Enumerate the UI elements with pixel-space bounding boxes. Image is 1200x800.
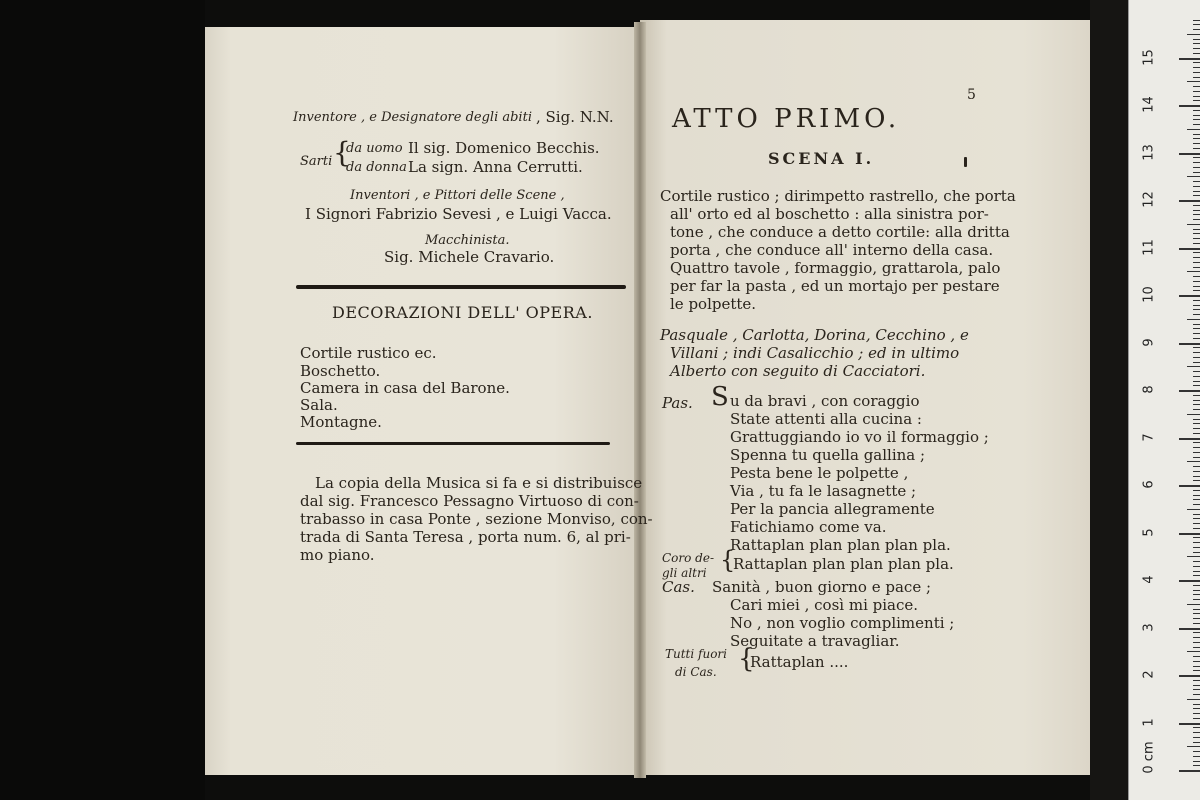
decoration-item: Montagne. — [300, 413, 382, 431]
notice-line: trada di Santa Teresa , porta num. 6, al pri- — [300, 528, 631, 546]
speaker-tutti-line-1: Tutti fuori — [665, 647, 727, 661]
ruler-tick — [1193, 186, 1200, 187]
ruler-label: 15 — [1141, 48, 1157, 66]
ruler-tick — [1193, 238, 1200, 239]
scene-description-line: le polpette. — [670, 295, 757, 313]
ruler-tick — [1193, 466, 1200, 467]
ruler-tick — [1193, 67, 1200, 68]
ruler-tick — [1193, 737, 1200, 738]
ruler-tick — [1179, 770, 1200, 772]
ruler-tick — [1193, 514, 1200, 515]
ruler-tick — [1193, 452, 1200, 453]
sarti-role-2: da donna — [346, 160, 407, 175]
ruler-tick — [1193, 471, 1200, 472]
ruler-tick — [1193, 575, 1200, 576]
machinist-name: Sig. Michele Cravario. — [384, 248, 555, 266]
tutti-brace: { — [738, 644, 755, 674]
ruler-tick — [1193, 442, 1200, 443]
decoration-item: Boschetto. — [300, 362, 381, 380]
ruler-tick — [1193, 157, 1200, 158]
ruler-tick — [1193, 191, 1200, 192]
ruler-tick — [1187, 271, 1200, 272]
speaker-tutti-line-2: di Cas. — [675, 665, 717, 679]
ruler-tick — [1193, 262, 1200, 263]
painters-names: I Signori Fabrizio Sevesi , e Luigi Vacca. — [305, 205, 612, 223]
verse-line: Cari miei , così mi piace. — [730, 596, 919, 614]
ruler-label: 10 — [1141, 286, 1157, 303]
ruler-tick — [1193, 718, 1200, 719]
ruler-tick — [1193, 281, 1200, 282]
ruler-tick — [1193, 148, 1200, 149]
ruler-tick — [1193, 523, 1200, 524]
decoration-item: Sala. — [300, 396, 338, 414]
ruler-tick — [1193, 433, 1200, 434]
ruler-tick — [1193, 504, 1200, 505]
ruler-tick — [1193, 233, 1200, 234]
ruler-tick — [1193, 528, 1200, 529]
act-title: ATTO PRIMO. — [672, 104, 901, 134]
ruler-tick — [1193, 257, 1200, 258]
ruler-tick — [1187, 366, 1200, 367]
ruler-tick — [1193, 423, 1200, 424]
ruler-tick — [1187, 556, 1200, 557]
verse-line: Fatichiamo come va. — [730, 518, 887, 536]
ruler-tick — [1179, 105, 1200, 107]
ruler-label: 0 cm — [1141, 741, 1157, 774]
ruler-tick — [1193, 623, 1200, 624]
ruler-tick — [1193, 537, 1200, 538]
ruler-tick — [1193, 542, 1200, 543]
scene-description-line: Cortile rustico ; dirimpetto rastrello, che porta — [660, 187, 1016, 205]
notice-line: mo piano. — [300, 546, 375, 564]
ruler-tick — [1179, 675, 1200, 677]
ruler-label: 3 — [1141, 622, 1157, 632]
scene-title: SCENA I. — [768, 149, 875, 168]
ruler-tick — [1193, 29, 1200, 30]
verse-line: Per la pancia allegramente — [730, 500, 935, 518]
verse-line: Sanità , buon giorno e pace ; — [712, 578, 932, 596]
measurement-ruler — [1128, 0, 1200, 800]
ruler-tick — [1193, 119, 1200, 120]
ruler-tick — [1193, 143, 1200, 144]
ruler-tick — [1193, 328, 1200, 329]
ruler-tick — [1193, 499, 1200, 500]
ruler-tick — [1193, 252, 1200, 253]
ruler-tick — [1179, 200, 1200, 202]
ruler-tick — [1193, 694, 1200, 695]
sarti-role-1: da uomo — [346, 141, 403, 156]
ruler-tick — [1193, 96, 1200, 97]
ruler-tick — [1179, 438, 1200, 440]
ruler-tick — [1187, 699, 1200, 700]
ruler-tick — [1193, 680, 1200, 681]
ruler-tick — [1193, 167, 1200, 168]
sarti-name-2: La sign. Anna Cerrutti. — [408, 158, 583, 176]
speaker-coro-line-2: gli altri — [662, 566, 707, 580]
verse-line: No , non voglio complimenti ; — [730, 614, 955, 632]
ruler-tick — [1193, 613, 1200, 614]
ruler-label: 13 — [1141, 143, 1157, 161]
ruler-tick — [1187, 509, 1200, 510]
ruler-tick — [1193, 286, 1200, 287]
scene-description-line: Quattro tavole , formaggio, grattarola, palo — [670, 259, 1001, 277]
ruler-tick — [1193, 53, 1200, 54]
ruler-tick — [1179, 248, 1200, 250]
ruler-label: 7 — [1141, 432, 1157, 442]
ruler-tick — [1193, 395, 1200, 396]
speaker-coro-line-1: Coro de- — [662, 551, 715, 565]
ruler-tick — [1187, 34, 1200, 35]
ruler-tick — [1179, 153, 1200, 155]
ruler-tick — [1193, 713, 1200, 714]
ruler-tick — [1193, 685, 1200, 686]
cast-line: Alberto con seguito di Cacciatori. — [670, 362, 926, 380]
ruler-tick — [1193, 419, 1200, 420]
ruler-tick — [1193, 86, 1200, 87]
ruler-label: 11 — [1141, 238, 1157, 256]
ruler-tick — [1193, 181, 1200, 182]
ruler-tick — [1193, 39, 1200, 40]
ruler-tick — [1193, 400, 1200, 401]
ruler-tick — [1193, 357, 1200, 358]
ruler-tick — [1179, 628, 1200, 630]
ruler-tick — [1193, 689, 1200, 690]
decorations-heading: DECORAZIONI DELL' OPERA. — [332, 303, 593, 322]
ruler-tick — [1193, 495, 1200, 496]
verse-line: Pesta bene le polpette , — [730, 464, 909, 482]
ruler-tick — [1193, 594, 1200, 595]
scene-description-line: porta , che conduce all' interno della casa. — [670, 241, 994, 259]
notice-line: La copia della Musica si fa e si distribuisce — [315, 474, 643, 492]
ruler-tick — [1193, 585, 1200, 586]
ruler-tick — [1193, 300, 1200, 301]
ruler-tick — [1179, 343, 1200, 345]
ruler-tick — [1193, 661, 1200, 662]
verse-line: State attenti alla cucina : — [730, 410, 922, 428]
ruler-tick — [1193, 490, 1200, 491]
ruler-tick — [1193, 20, 1200, 21]
ruler-tick — [1193, 708, 1200, 709]
ruler-tick — [1193, 110, 1200, 111]
ruler-tick — [1193, 352, 1200, 353]
ruler-tick — [1193, 637, 1200, 638]
ruler-tick — [1193, 409, 1200, 410]
ruler-tick — [1193, 314, 1200, 315]
decoration-item: Camera in casa del Barone. — [300, 379, 510, 397]
ruler-tick — [1193, 229, 1200, 230]
speaker-pas: Pas. — [662, 394, 693, 412]
ruler-tick — [1187, 81, 1200, 82]
ruler-tick — [1193, 210, 1200, 211]
ruler-tick — [1193, 276, 1200, 277]
divider-rule-1 — [296, 285, 626, 289]
cast-line: Villani ; indi Casalicchio ; ed in ultimo — [670, 344, 960, 362]
ruler-tick — [1193, 751, 1200, 752]
ruler-label: 14 — [1141, 96, 1157, 113]
ruler-tick — [1193, 704, 1200, 705]
ruler-tick — [1193, 115, 1200, 116]
scene-description-line: per far la pasta , ed un mortajo per pestare — [670, 277, 1000, 295]
ruler-tick — [1193, 172, 1200, 173]
ruler-tick — [1193, 324, 1200, 325]
ruler-tick — [1193, 732, 1200, 733]
ruler-tick — [1187, 414, 1200, 415]
ruler-label: 1 — [1141, 717, 1157, 727]
ruler-tick — [1187, 461, 1200, 462]
ruler-tick — [1193, 267, 1200, 268]
ruler-tick — [1193, 134, 1200, 135]
ruler-tick — [1193, 670, 1200, 671]
coro-brace: { — [720, 546, 736, 574]
ruler-tick — [1187, 746, 1200, 747]
ruler-tick — [1193, 457, 1200, 458]
verse-line: Via , tu fa le lasagnette ; — [730, 482, 917, 500]
ruler-tick — [1193, 309, 1200, 310]
ruler-tick — [1193, 333, 1200, 334]
ruler-tick — [1193, 404, 1200, 405]
ruler-tick — [1193, 632, 1200, 633]
ruler-tick — [1193, 547, 1200, 548]
book-gutter — [634, 22, 646, 778]
machinist-role: Macchinista. — [425, 233, 510, 248]
ruler-tick — [1179, 390, 1200, 392]
ruler-tick — [1187, 604, 1200, 605]
sarti-brace: { — [333, 136, 351, 169]
ruler-tick — [1193, 518, 1200, 519]
ruler-tick — [1187, 224, 1200, 225]
ruler-tick — [1179, 580, 1200, 582]
ruler-tick — [1193, 428, 1200, 429]
ruler-tick — [1193, 447, 1200, 448]
divider-rule-2 — [296, 442, 610, 445]
ruler-tick — [1193, 243, 1200, 244]
ruler-tick — [1179, 485, 1200, 487]
ruler-tick — [1179, 295, 1200, 297]
ruler-tick — [1193, 162, 1200, 163]
ruler-tick — [1193, 656, 1200, 657]
ruler-tick — [1193, 566, 1200, 567]
ruler-tick — [1187, 176, 1200, 177]
ruler-tick — [1193, 599, 1200, 600]
ruler-tick — [1193, 561, 1200, 562]
verse-line: Rattaplan plan plan plan pla. — [730, 536, 951, 554]
ruler-label: 6 — [1141, 480, 1157, 489]
background-cloth — [1090, 0, 1128, 800]
tutti-line: Rattaplan .... — [750, 653, 849, 671]
credit-inventor-role: Inventore , e Designatore degli abiti — [293, 110, 532, 125]
ruler-tick — [1193, 100, 1200, 101]
ruler-tick — [1193, 195, 1200, 196]
ruler-tick — [1193, 756, 1200, 757]
verse-line: Seguitate a travagliar. — [730, 632, 900, 650]
ruler-tick — [1187, 651, 1200, 652]
ruler-tick — [1193, 552, 1200, 553]
ruler-tick — [1193, 62, 1200, 63]
ruler-tick — [1193, 376, 1200, 377]
ruler-tick — [1193, 480, 1200, 481]
ruler-tick — [1187, 319, 1200, 320]
ruler-tick — [1193, 571, 1200, 572]
ruler-tick — [1193, 647, 1200, 648]
ruler-label: 9 — [1141, 337, 1157, 347]
page-number: 5 — [967, 87, 976, 103]
ruler-tick — [1193, 385, 1200, 386]
ruler-tick — [1193, 642, 1200, 643]
ruler-tick — [1193, 666, 1200, 667]
notice-line: trabasso in casa Ponte , sezione Monviso, con- — [300, 510, 653, 528]
ruler-tick — [1193, 765, 1200, 766]
ruler-tick — [1193, 371, 1200, 372]
decoration-item: Cortile rustico ec. — [300, 344, 437, 362]
cast-line: Pasquale , Carlotta, Dorina, Cecchino , e — [660, 326, 969, 344]
ruler-tick — [1193, 347, 1200, 348]
ruler-tick — [1193, 72, 1200, 73]
ruler-tick — [1193, 124, 1200, 125]
ruler-label: 8 — [1141, 385, 1157, 394]
ruler-tick — [1193, 43, 1200, 44]
ruler-tick — [1179, 58, 1200, 60]
ruler-tick — [1193, 77, 1200, 78]
ruler-tick — [1193, 381, 1200, 382]
ruler-tick — [1193, 305, 1200, 306]
ruler-tick — [1193, 590, 1200, 591]
credit-inventor-name: , Sig. N.N. — [536, 108, 614, 126]
ruler-tick — [1193, 24, 1200, 25]
ruler-label: 4 — [1141, 575, 1157, 584]
notice-line: dal sig. Francesco Pessagno Virtuoso di con- — [300, 492, 639, 510]
ruler-tick — [1193, 205, 1200, 206]
ruler-label: 5 — [1141, 527, 1157, 537]
speaker-cas: Cas. — [662, 578, 695, 596]
drop-cap: S — [711, 382, 729, 412]
ruler-tick — [1193, 138, 1200, 139]
ruler-tick — [1193, 91, 1200, 92]
background-left — [0, 0, 205, 800]
ruler-tick — [1179, 723, 1200, 725]
ruler-tick — [1193, 338, 1200, 339]
verse-line: u da bravi , con coraggio — [730, 392, 920, 410]
ruler-tick — [1193, 727, 1200, 728]
page-mark — [964, 157, 967, 167]
painters-role: Inventori , e Pittori delle Scene , — [350, 188, 565, 203]
scene-description-line: all' orto ed al boschetto : alla sinistra por- — [670, 205, 989, 223]
ruler-tick — [1193, 761, 1200, 762]
ruler-tick — [1193, 48, 1200, 49]
ruler-label: 12 — [1141, 191, 1157, 208]
ruler-tick — [1193, 476, 1200, 477]
ruler-tick — [1193, 214, 1200, 215]
scene-description-line: tone , che conduce a detto cortile: alla dritta — [670, 223, 1010, 241]
ruler-tick — [1193, 290, 1200, 291]
ruler-tick — [1179, 533, 1200, 535]
verse-line: Spenna tu quella gallina ; — [730, 446, 926, 464]
ruler-tick — [1193, 362, 1200, 363]
ruler-label: 2 — [1141, 670, 1157, 679]
ruler-tick — [1193, 618, 1200, 619]
sarti-name-1: Il sig. Domenico Becchis. — [408, 139, 600, 157]
sarti-label: Sarti — [300, 154, 333, 169]
verse-line: Grattuggiando io vo il formaggio ; — [730, 428, 989, 446]
ruler-tick — [1193, 742, 1200, 743]
ruler-tick — [1193, 609, 1200, 610]
ruler-tick — [1193, 219, 1200, 220]
coro-line: Rattaplan plan plan plan pla. — [733, 555, 954, 573]
ruler-tick — [1187, 129, 1200, 130]
